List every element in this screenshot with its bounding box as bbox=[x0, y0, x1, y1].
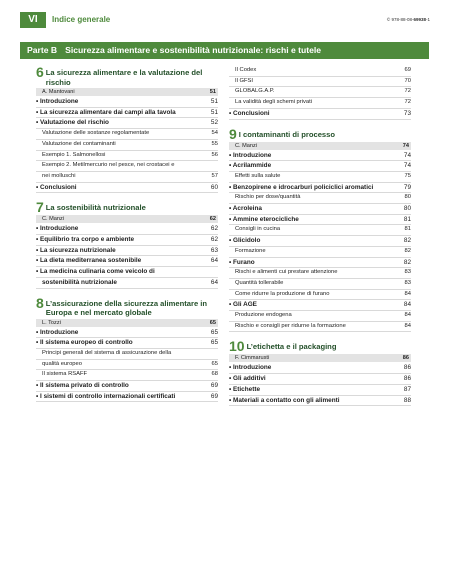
toc-entry[interactable]: • Furano 82 bbox=[229, 258, 411, 269]
toc-subentry[interactable]: La validità degli schemi privati 72 bbox=[229, 98, 411, 109]
toc-subentry[interactable]: Effetti sulla salute 75 bbox=[229, 172, 411, 183]
toc-entry[interactable]: • Acroleina 80 bbox=[229, 204, 411, 215]
chapter-6 bbox=[36, 66, 218, 193]
chapter-author-row bbox=[229, 354, 411, 362]
toc-subentry[interactable]: Come ridurre la produzione di furano 84 bbox=[229, 290, 411, 301]
toc-entry[interactable]: • Introduzione 74 bbox=[229, 151, 411, 162]
chapter-page: 74 bbox=[402, 142, 409, 149]
toc-subentry[interactable]: Rischi e alimenti cui prestare attenzione 83 bbox=[229, 268, 411, 279]
toc-subentry[interactable]: qualità europeo 65 bbox=[36, 360, 218, 371]
toc-entry[interactable]: • Il sistema privato di controllo 69 bbox=[36, 381, 218, 392]
chapter-title-text: L’assicurazione della sicurezza alimentare in Europa e nel mercato globale bbox=[45, 298, 208, 318]
chapter-author: F. Cimmarusti bbox=[235, 355, 270, 362]
toc-subentry[interactable]: Produzione endogena 84 bbox=[229, 311, 411, 322]
toc-entry[interactable]: • Ammine eterocicliche 81 bbox=[229, 215, 411, 226]
chapter-10 bbox=[229, 340, 411, 406]
chapter-author-row bbox=[36, 319, 218, 327]
toc-subentry[interactable]: GLOBALG.A.P. 72 bbox=[229, 87, 411, 98]
toc-entry[interactable]: • Il sistema europeo di controllo 65 bbox=[36, 338, 218, 349]
toc-entry[interactable]: • Equilibrio tra corpo e ambiente 62 bbox=[36, 235, 218, 246]
toc-entry[interactable]: • Gli additivi 86 bbox=[229, 374, 411, 385]
page-header bbox=[0, 12, 452, 28]
toc-subentry[interactable]: Il sistema RSAFF 68 bbox=[36, 370, 218, 381]
chapter-author-row bbox=[36, 88, 218, 96]
chapter-author: C. Manzi bbox=[42, 216, 65, 223]
toc-subentry[interactable]: Principi generali del sistema di assicurazione della bbox=[36, 349, 218, 360]
chapter-page: 62 bbox=[209, 216, 216, 223]
toc-subentry[interactable]: Quantità tollerabile 83 bbox=[229, 279, 411, 290]
chapter-9 bbox=[229, 125, 411, 333]
toc-entry[interactable]: • I sistemi di controllo internazionali certificati 69 bbox=[36, 392, 218, 403]
toc-entry[interactable]: • Acrilammide 74 bbox=[229, 161, 411, 172]
chapter-title[interactable] bbox=[36, 66, 218, 87]
toc-subentry[interactable]: Il Codex 69 bbox=[229, 66, 411, 77]
isbn: © 978-88-08-69938-1 bbox=[386, 17, 430, 22]
chapter-page: 65 bbox=[209, 319, 216, 326]
toc-subentry[interactable]: Valutazione delle sostanze regolamentate 54 bbox=[36, 129, 218, 140]
part-label: Parte B bbox=[27, 45, 58, 55]
chapter-number: 8 bbox=[36, 294, 44, 311]
running-title: Indice generale bbox=[52, 15, 111, 24]
chapter-title-text: I contaminanti di processo bbox=[238, 129, 336, 139]
chapter-title[interactable] bbox=[229, 125, 411, 142]
toc-entry[interactable]: • La sicurezza nutrizionale 63 bbox=[36, 246, 218, 257]
toc-subentry[interactable]: Esempio 2. Metilmercurio nel pesce, nei crostacei e bbox=[36, 161, 218, 172]
toc-entry[interactable]: • Materiali a contatto con gli alimenti 88 bbox=[229, 396, 411, 407]
toc-entry[interactable]: • Introduzione 86 bbox=[229, 363, 411, 374]
page-number: VI bbox=[20, 12, 46, 28]
chapter-title[interactable] bbox=[36, 201, 218, 214]
toc-subentry[interactable]: Consigli in cucina 81 bbox=[229, 225, 411, 236]
toc-column-right bbox=[229, 66, 411, 414]
chapter-author: L. Tozzi bbox=[42, 319, 61, 326]
toc-entry[interactable]: • Valutazione del rischio 52 bbox=[36, 118, 218, 129]
chapter-author: A. Mantovani bbox=[42, 89, 75, 95]
toc-entry[interactable]: • Glicidolo 82 bbox=[229, 236, 411, 247]
toc-subentry[interactable]: Esempio 1. Salmonellosi 56 bbox=[36, 151, 218, 162]
chapter-author-row bbox=[229, 142, 411, 150]
chapter-number: 9 bbox=[229, 125, 237, 142]
toc-entry[interactable]: • Benzopirene e idrocarburi policiclici aromatici 79 bbox=[229, 183, 411, 194]
toc-subentry[interactable]: Valutazione dei contaminanti 55 bbox=[36, 140, 218, 151]
chapter-author: C. Manzi bbox=[235, 142, 258, 149]
toc-subentry[interactable]: Rischio per dose/quantità 80 bbox=[229, 193, 411, 204]
chapter-page: 86 bbox=[402, 355, 409, 362]
chapter-page: 51 bbox=[209, 89, 216, 95]
toc-entry[interactable]: • Introduzione 65 bbox=[36, 328, 218, 339]
chapter-title-text: L’etichetta e il packaging bbox=[246, 342, 337, 352]
toc-subentry[interactable]: Rischio e consigli per ridurne la formazione 84 bbox=[229, 322, 411, 333]
chapter-author-row bbox=[36, 215, 218, 223]
chapter-number: 6 bbox=[36, 64, 44, 80]
toc-entry[interactable]: • Introduzione 51 bbox=[36, 97, 218, 108]
toc-subentry[interactable]: Formazione 82 bbox=[229, 247, 411, 258]
chapter-title-text: La sostenibilità nutrizionale bbox=[45, 203, 146, 213]
toc-subentry[interactable]: nei molluschi 57 bbox=[36, 172, 218, 183]
chapter-number: 10 bbox=[229, 338, 245, 355]
chapter-8 bbox=[36, 294, 218, 403]
toc-entry[interactable]: • Gli AGE 84 bbox=[229, 300, 411, 311]
toc-entry[interactable]: • Conclusioni 60 bbox=[36, 183, 218, 194]
toc-entry[interactable]: • La sicurezza alimentare dai campi alla tavola 51 bbox=[36, 108, 218, 119]
chapter-title-text: La sicurezza alimentare e la valutazione del rischio bbox=[45, 68, 203, 87]
toc-subentry[interactable]: Il GFSI 70 bbox=[229, 77, 411, 88]
toc-entry[interactable]: • La dieta mediterranea sostenibile 64 bbox=[36, 256, 218, 267]
toc-entry-continuation[interactable]: sostenibilità nutrizionale 64 bbox=[36, 278, 218, 289]
toc-entry[interactable]: • Etichette 87 bbox=[229, 385, 411, 396]
toc-entry[interactable]: • La medicina culinaria come veicolo di bbox=[36, 267, 218, 278]
toc-entry[interactable]: • Conclusioni 73 bbox=[229, 109, 411, 120]
chapter-title[interactable] bbox=[36, 294, 218, 318]
toc-column-left bbox=[36, 66, 218, 410]
chapter-7 bbox=[36, 201, 218, 288]
chapter-title[interactable] bbox=[229, 340, 411, 353]
part-title: Sicurezza alimentare e sostenibilità nutrizionale: rischi e tutele bbox=[65, 45, 322, 55]
chapter-8-continued bbox=[229, 66, 411, 120]
chapter-number: 7 bbox=[36, 199, 44, 216]
toc-entry[interactable]: • Introduzione 62 bbox=[36, 224, 218, 235]
part-banner bbox=[20, 42, 429, 59]
